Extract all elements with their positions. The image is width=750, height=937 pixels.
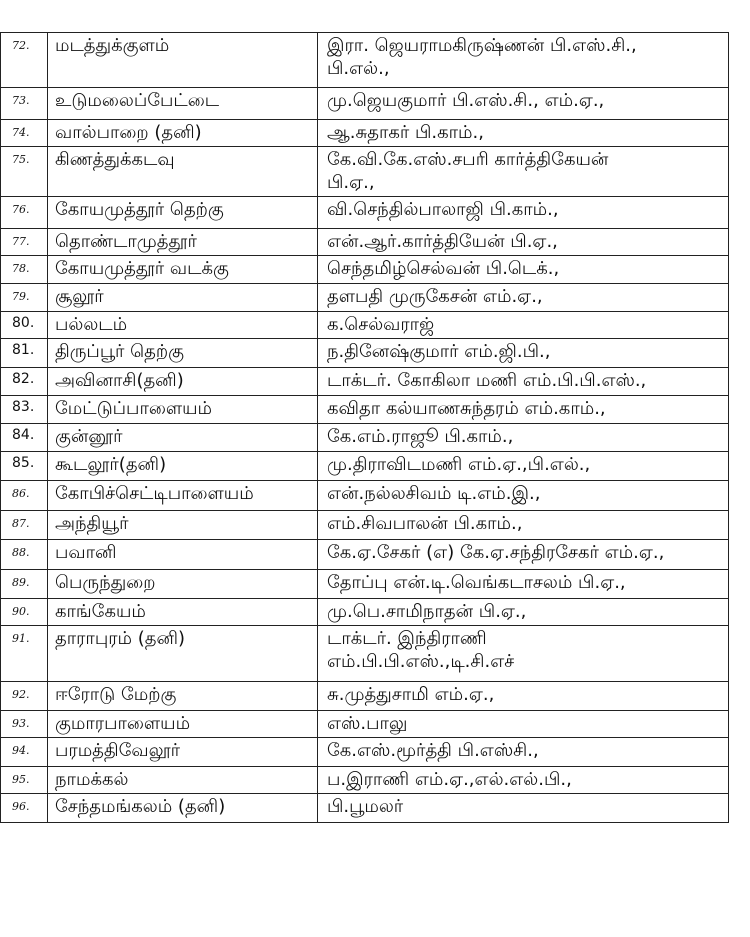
row-number: 90.	[1, 599, 48, 626]
table-row	[1, 452, 729, 481]
constituency-cell: கிணத்துக்கடவு	[48, 147, 318, 197]
table-row	[1, 368, 729, 396]
candidate-qualification-continued: எம்.பி.பி.எஸ்.,டி.சி.எச்	[327, 651, 515, 672]
table-row	[1, 312, 729, 339]
candidate-cell	[318, 682, 729, 711]
constituency-cell: நாமக்கல்	[48, 767, 318, 794]
table-row	[1, 511, 729, 540]
candidate-name: சு.முத்துசாமி எம்.ஏ.,	[327, 684, 495, 705]
table-row	[1, 682, 729, 711]
row-number: 96.	[1, 794, 48, 823]
table-row	[1, 481, 729, 511]
candidate-cell	[318, 396, 729, 424]
candidate-qualification-continued: பி.ஏ.,	[327, 172, 375, 193]
candidate-cell	[318, 481, 729, 511]
candidate-name: மு.ஜெயகுமார் பி.எஸ்.சி., எம்.ஏ.,	[327, 90, 605, 111]
table-row	[1, 339, 729, 368]
candidate-cell	[318, 88, 729, 120]
candidate-cell	[318, 540, 729, 570]
row-number: 72.	[1, 33, 48, 88]
candidate-cell	[318, 570, 729, 599]
candidate-cell	[318, 284, 729, 312]
constituency-cell: ஈரோடு மேற்கு	[48, 682, 318, 711]
candidate-name: மு.பெ.சாமிநாதன் பி.ஏ.,	[327, 601, 527, 622]
candidate-name: வி.செந்தில்பாலாஜி பி.காம்.,	[327, 199, 559, 220]
constituency-cell: கோபிச்செட்டிபாளையம்	[48, 481, 318, 511]
candidate-cell	[318, 229, 729, 256]
row-number: 83.	[1, 396, 48, 424]
candidate-cell	[318, 711, 729, 738]
table-row	[1, 570, 729, 599]
row-number: 73.	[1, 88, 48, 120]
candidate-cell	[318, 452, 729, 481]
row-number: 92.	[1, 682, 48, 711]
table-row	[1, 256, 729, 284]
candidate-name: கே.ஏ.சேகர் (எ) கே.ஏ.சந்திரசேகர் எம்.ஏ.,	[327, 542, 665, 563]
candidate-table	[0, 32, 729, 823]
candidate-cell	[318, 256, 729, 284]
candidate-name: க.செல்வராஜ்	[327, 314, 435, 335]
row-number: 78.	[1, 256, 48, 284]
candidate-name: மு.திராவிடமணி எம்.ஏ.,பி.எல்.,	[327, 454, 591, 475]
table-row	[1, 711, 729, 738]
table-row	[1, 197, 729, 229]
constituency-cell: பவானி	[48, 540, 318, 570]
candidate-cell	[318, 120, 729, 147]
constituency-cell: சூலூர்	[48, 284, 318, 312]
row-number: 74.	[1, 120, 48, 147]
candidate-name: செந்தமிழ்செல்வன் பி.டெக்.,	[327, 258, 560, 279]
candidate-name: கே.வி.கே.எஸ்.சபரி கார்த்திகேயன்	[327, 149, 609, 170]
constituency-cell: சேந்தமங்கலம் (தனி)	[48, 794, 318, 823]
constituency-cell: பரமத்திவேலூர்	[48, 738, 318, 767]
candidate-name: என்.ஆர்.கார்த்தியேன் பி.ஏ.,	[327, 231, 558, 252]
row-number: 86.	[1, 481, 48, 511]
candidate-cell	[318, 511, 729, 540]
constituency-cell: அவினாசி(தனி)	[48, 368, 318, 396]
constituency-cell: தொண்டாமுத்தூர்	[48, 229, 318, 256]
candidate-name: ந.தினேஷ்குமார் எம்.ஜி.பி.,	[327, 341, 551, 362]
candidate-cell	[318, 794, 729, 823]
table-row	[1, 147, 729, 197]
table-row	[1, 33, 729, 88]
row-number: 85.	[1, 452, 48, 481]
candidate-cell	[318, 197, 729, 229]
table-row	[1, 424, 729, 452]
candidate-name: ப.இராணி எம்.ஏ.,எல்.எல்.பி.,	[327, 769, 572, 790]
candidate-cell	[318, 424, 729, 452]
candidate-name: டாக்டர். இந்திராணி	[327, 628, 487, 649]
row-number: 81.	[1, 339, 48, 368]
candidate-cell	[318, 738, 729, 767]
constituency-cell: பல்லடம்	[48, 312, 318, 339]
candidate-name: பி.பூமலர்	[327, 796, 404, 817]
candidate-cell	[318, 312, 729, 339]
constituency-cell: வால்பாறை (தனி)	[48, 120, 318, 147]
candidate-name: எம்.சிவபாலன் பி.காம்.,	[327, 513, 523, 534]
row-number: 80.	[1, 312, 48, 339]
constituency-cell: குமாரபாளையம்	[48, 711, 318, 738]
candidate-name: டாக்டர். கோகிலா மணி எம்.பி.பி.எஸ்.,	[327, 370, 647, 391]
table-row	[1, 540, 729, 570]
table-row	[1, 284, 729, 312]
candidate-name: ஆ.சுதாகர் பி.காம்.,	[327, 122, 484, 143]
constituency-cell: தாராபுரம் (தனி)	[48, 626, 318, 682]
candidate-cell	[318, 368, 729, 396]
row-number: 84.	[1, 424, 48, 452]
candidate-cell	[318, 626, 729, 682]
candidate-name: தோப்பு என்.டி.வெங்கடாசலம் பி.ஏ.,	[327, 572, 626, 593]
constituency-cell: காங்கேயம்	[48, 599, 318, 626]
row-number: 87.	[1, 511, 48, 540]
candidate-cell	[318, 767, 729, 794]
row-number: 75.	[1, 147, 48, 197]
row-number: 82.	[1, 368, 48, 396]
candidate-name: தளபதி முருகேசன் எம்.ஏ.,	[327, 286, 543, 307]
candidate-table-body	[1, 33, 729, 823]
candidate-name: எஸ்.பாலு	[327, 713, 408, 734]
row-number: 76.	[1, 197, 48, 229]
candidate-cell	[318, 33, 729, 88]
table-row	[1, 738, 729, 767]
candidate-cell	[318, 339, 729, 368]
candidate-cell	[318, 599, 729, 626]
row-number: 79.	[1, 284, 48, 312]
row-number: 89.	[1, 570, 48, 599]
row-number: 95.	[1, 767, 48, 794]
table-row	[1, 794, 729, 823]
table-row	[1, 229, 729, 256]
row-number: 91.	[1, 626, 48, 682]
candidate-name: கே.எஸ்.மூர்த்தி பி.எஸ்சி.,	[327, 740, 539, 761]
row-number: 88.	[1, 540, 48, 570]
constituency-cell: கூடலூர்(தனி)	[48, 452, 318, 481]
candidate-cell	[318, 147, 729, 197]
constituency-cell: குன்னூர்	[48, 424, 318, 452]
table-row	[1, 767, 729, 794]
candidate-name: இரா. ஜெயராமகிருஷ்ணன் பி.எஸ்.சி.,	[327, 35, 637, 56]
constituency-cell: கோயமுத்தூர் வடக்கு	[48, 256, 318, 284]
candidate-name: கே.எம்.ராஜூ பி.காம்.,	[327, 426, 514, 447]
row-number: 94.	[1, 738, 48, 767]
constituency-cell: கோயமுத்தூர் தெற்கு	[48, 197, 318, 229]
table-row	[1, 626, 729, 682]
constituency-cell: மடத்துக்குளம்	[48, 33, 318, 88]
candidate-qualification-continued: பி.எல்.,	[327, 58, 390, 79]
candidate-name: என்.நல்லசிவம் டி.எம்.இ.,	[327, 483, 541, 504]
constituency-cell: பெருந்துறை	[48, 570, 318, 599]
constituency-cell: உடுமலைப்பேட்டை	[48, 88, 318, 120]
constituency-cell: திருப்பூர் தெற்கு	[48, 339, 318, 368]
table-row	[1, 396, 729, 424]
constituency-cell: மேட்டுப்பாளையம்	[48, 396, 318, 424]
row-number: 77.	[1, 229, 48, 256]
table-row	[1, 88, 729, 120]
constituency-cell: அந்தியூர்	[48, 511, 318, 540]
table-row	[1, 599, 729, 626]
row-number: 93.	[1, 711, 48, 738]
candidate-name: கவிதா கல்யாணசுந்தரம் எம்.காம்.,	[327, 398, 606, 419]
table-row	[1, 120, 729, 147]
